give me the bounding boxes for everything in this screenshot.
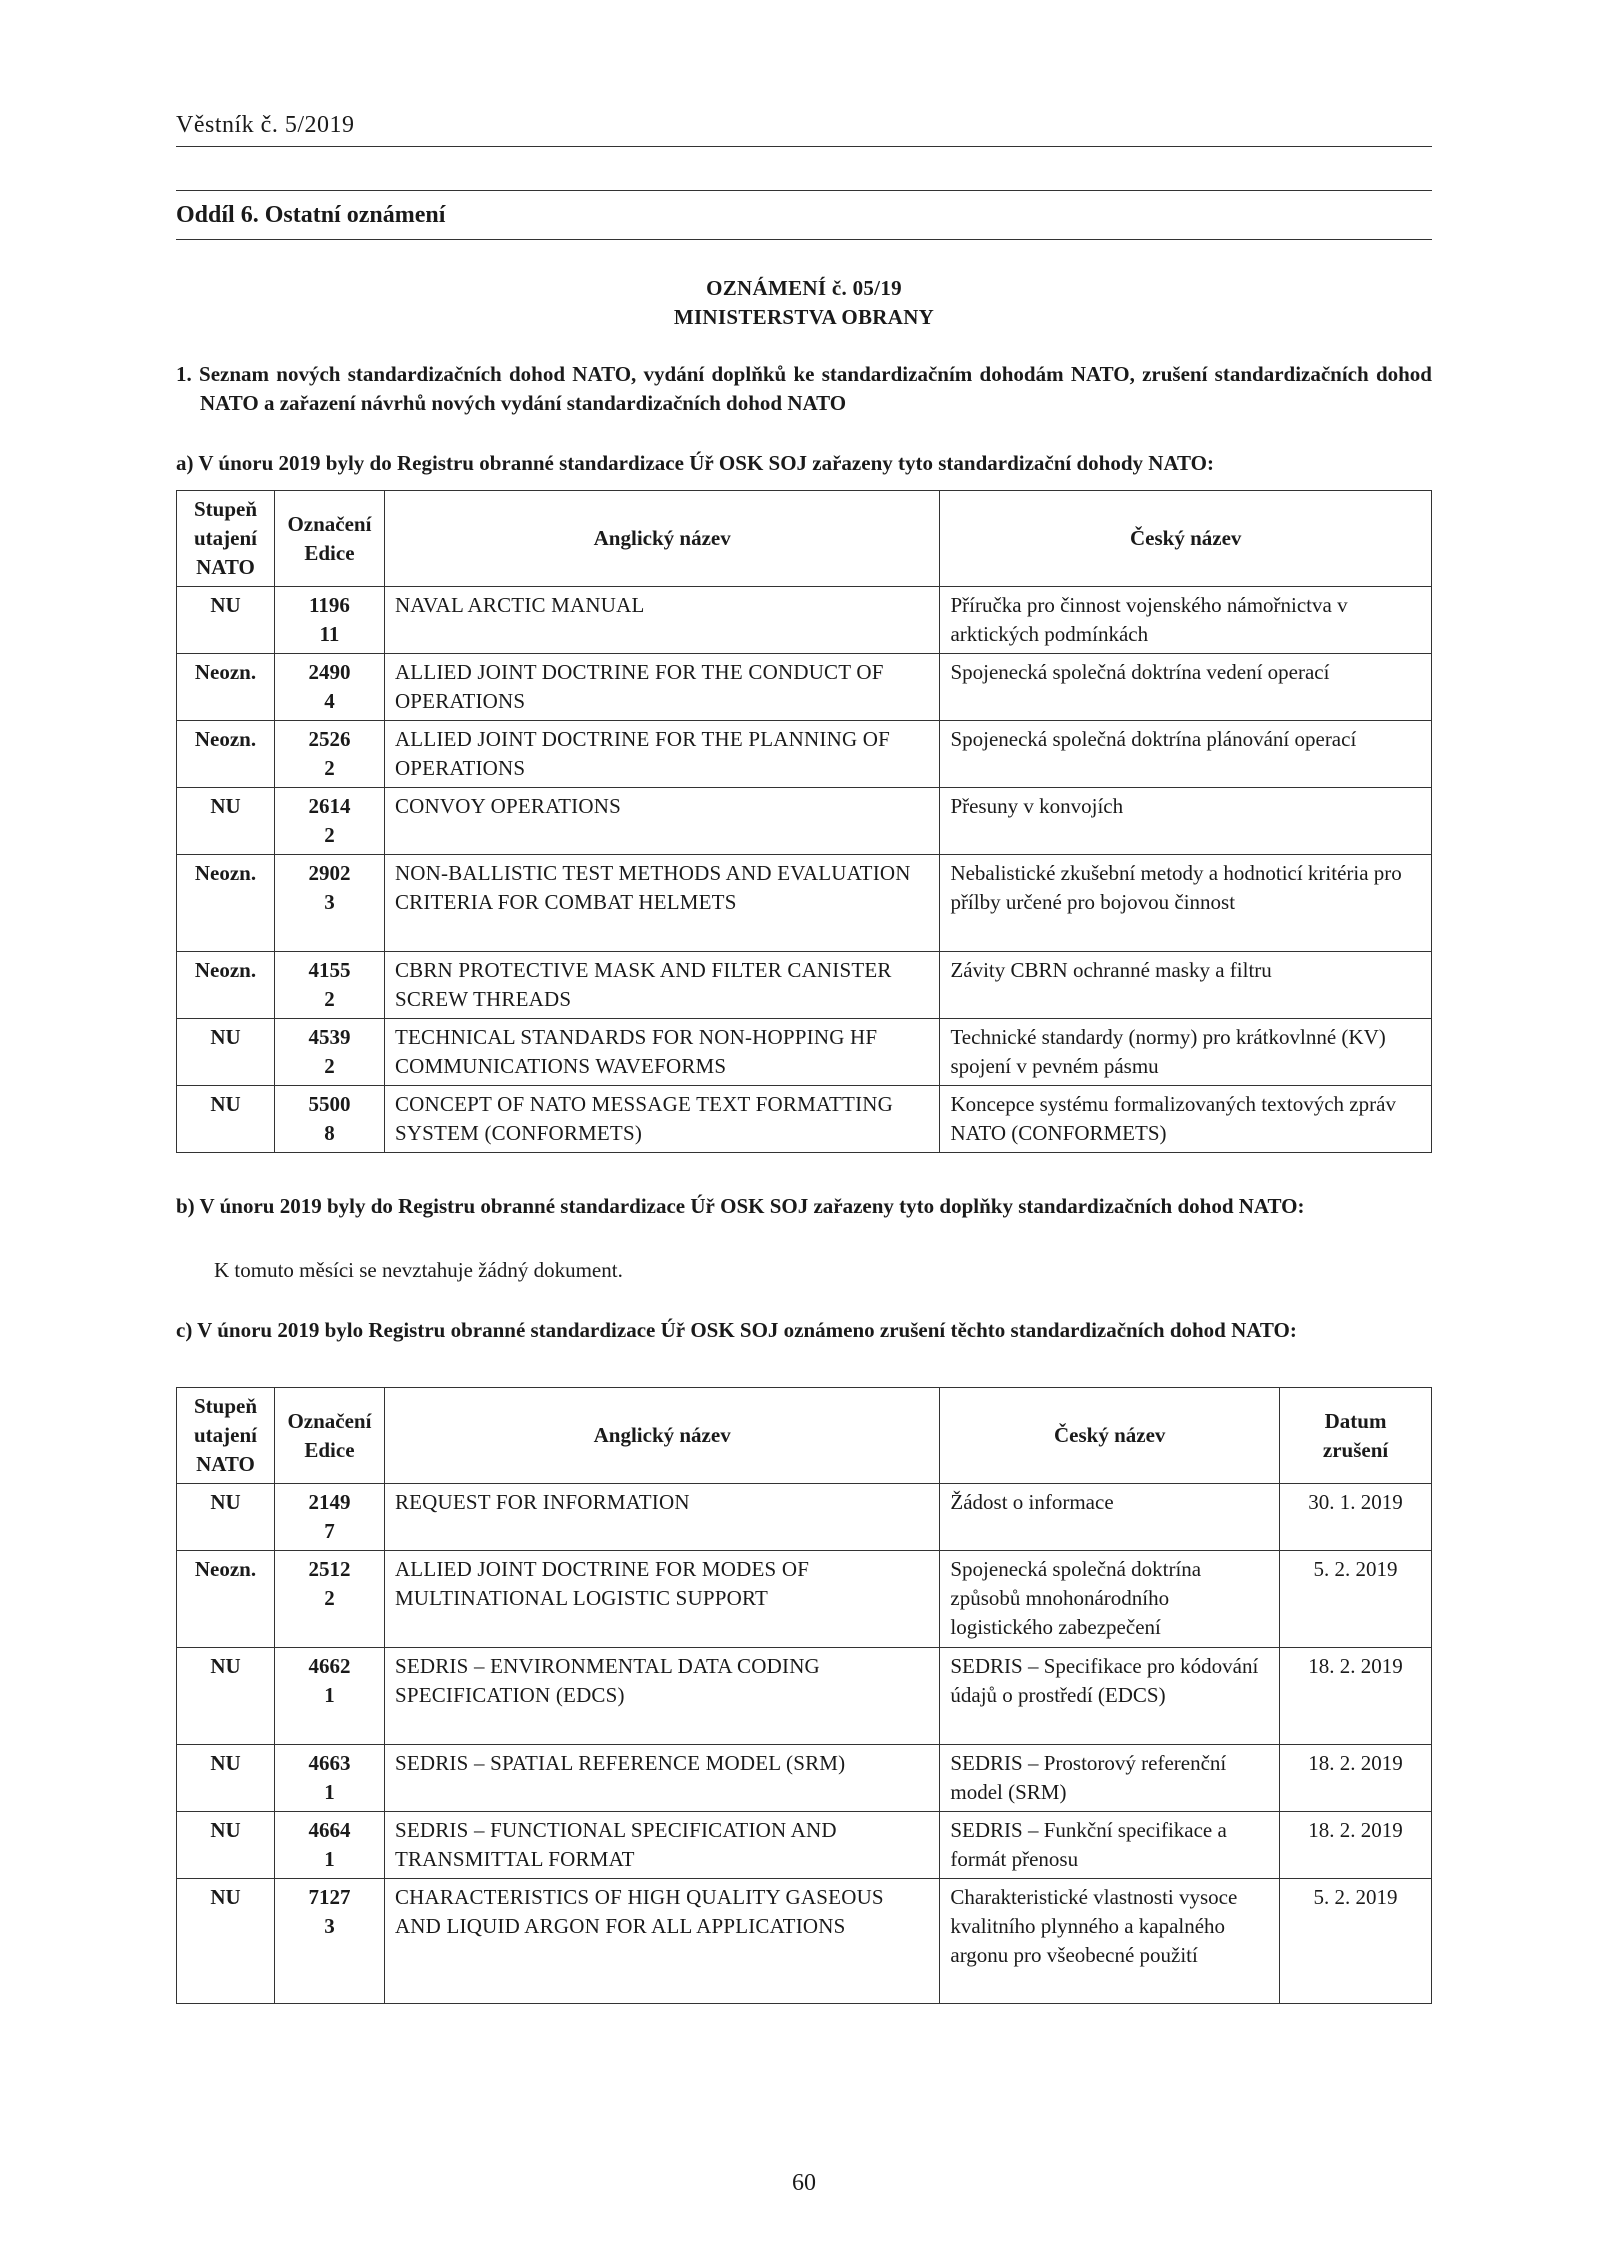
page-number: 60 <box>792 2170 816 2196</box>
cell-stupen: NU <box>177 1745 275 1812</box>
cell-datum: 18. 2. 2019 <box>1280 1648 1432 1745</box>
col-header-stupen: Stupeň utajení NATO <box>177 491 275 587</box>
cell-cesky: Charakteristické vlastnosti vysoce kvalitního plynného a kapalného argonu pro všeobecné použití <box>940 1879 1280 2004</box>
section-b-heading: b) V únoru 2019 byly do Registru obranné standardizace Úř OSK SOJ zařazeny tyto doplňky standardizačních dohod NATO: <box>176 1194 1305 1218</box>
cell-oznaceni: 2902 3 <box>274 855 384 952</box>
cell-cesky: Technické standardy (normy) pro krátkovlnné (KV) spojení v pevném pásmu <box>940 1019 1432 1086</box>
table-row <box>177 1648 1432 1745</box>
cell-anglicky: CONCEPT OF NATO MESSAGE TEXT FORMATTING SYSTEM (CONFORMETS) <box>384 1086 940 1153</box>
section-c-table <box>176 1387 1432 2004</box>
col-header-anglicky: Anglický název <box>384 491 940 587</box>
table-row <box>177 1812 1432 1879</box>
table-row <box>177 788 1432 855</box>
col-header-oznaceni: Označení Edice <box>274 1388 384 1484</box>
cell-anglicky: REQUEST FOR INFORMATION <box>384 1484 939 1551</box>
col-header-cesky: Český název <box>940 491 1432 587</box>
cell-oznaceni: 5500 8 <box>274 1086 384 1153</box>
cell-oznaceni: 4664 1 <box>274 1812 384 1879</box>
cell-stupen: NU <box>177 1086 275 1153</box>
cell-stupen: NU <box>177 1019 275 1086</box>
table-header-row <box>177 1388 1432 1484</box>
cell-stupen: Neozn. <box>177 855 275 952</box>
cell-oznaceni: 2490 4 <box>274 654 384 721</box>
cell-stupen: NU <box>177 1879 275 2004</box>
table-row <box>177 952 1432 1019</box>
cell-anglicky: ALLIED JOINT DOCTRINE FOR THE CONDUCT OF OPERATIONS <box>384 654 940 721</box>
cell-cesky: Spojenecká společná doktrína způsobů mnohonárodního logistického zabezpečení <box>940 1551 1280 1648</box>
cell-stupen: Neozn. <box>177 654 275 721</box>
table-row <box>177 587 1432 654</box>
cell-cesky: Příručka pro činnost vojenského námořnictva v arktických podmínkách <box>940 587 1432 654</box>
table-row <box>177 721 1432 788</box>
cell-oznaceni: 2512 2 <box>274 1551 384 1648</box>
table-row <box>177 1019 1432 1086</box>
cell-cesky: Závity CBRN ochranné masky a filtru <box>940 952 1432 1019</box>
col-header-oznaceni: Označení Edice <box>274 491 384 587</box>
col-header-datum: Datum zrušení <box>1280 1388 1432 1484</box>
cell-cesky: SEDRIS – Prostorový referenční model (SRM) <box>940 1745 1280 1812</box>
section-c-heading: c) V únoru 2019 bylo Registru obranné standardizace Úř OSK SOJ oznámeno zrušení těchto standardizačních dohod NATO: <box>176 1318 1297 1342</box>
cell-oznaceni: 2614 2 <box>274 788 384 855</box>
cell-oznaceni: 2526 2 <box>274 721 384 788</box>
cell-datum: 18. 2. 2019 <box>1280 1812 1432 1879</box>
section-rule-bottom <box>176 239 1432 240</box>
cell-datum: 5. 2. 2019 <box>1280 1879 1432 2004</box>
cell-cesky: Žádost o informace <box>940 1484 1280 1551</box>
cell-datum: 30. 1. 2019 <box>1280 1484 1432 1551</box>
cell-anglicky: CHARACTERISTICS OF HIGH QUALITY GASEOUS AND LIQUID ARGON FOR ALL APPLICATIONS <box>384 1879 939 2004</box>
header-rule <box>176 146 1432 147</box>
cell-anglicky: SEDRIS – ENVIRONMENTAL DATA CODING SPECIFICATION (EDCS) <box>384 1648 939 1745</box>
cell-anglicky: ALLIED JOINT DOCTRINE FOR THE PLANNING OF OPERATIONS <box>384 721 940 788</box>
cell-stupen: NU <box>177 1812 275 1879</box>
cell-stupen: NU <box>177 788 275 855</box>
section-rule-top <box>176 190 1432 191</box>
cell-oznaceni: 4662 1 <box>274 1648 384 1745</box>
section-title: Oddíl 6. Ostatní oznámení <box>176 202 446 228</box>
cell-datum: 18. 2. 2019 <box>1280 1745 1432 1812</box>
cell-cesky: Spojenecká společná doktrína vedení operací <box>940 654 1432 721</box>
cell-oznaceni: 7127 3 <box>274 1879 384 2004</box>
cell-cesky: Koncepce systému formalizovaných textových zpráv NATO (CONFORMETS) <box>940 1086 1432 1153</box>
section-a-table <box>176 490 1432 1153</box>
table-row <box>177 654 1432 721</box>
announcement-title: OZNÁMENÍ č. 05/19 <box>706 276 902 300</box>
cell-stupen: NU <box>177 587 275 654</box>
table-row <box>177 1086 1432 1153</box>
cell-anglicky: SEDRIS – SPATIAL REFERENCE MODEL (SRM) <box>384 1745 939 1812</box>
cell-cesky: Nebalistické zkušební metody a hodnoticí kritéria pro přílby určené pro bojovou činnost <box>940 855 1432 952</box>
announcement-subtitle: MINISTERSTVA OBRANY <box>673 305 935 329</box>
col-header-anglicky: Anglický název <box>384 1388 939 1484</box>
cell-oznaceni: 4539 2 <box>274 1019 384 1086</box>
cell-datum: 5. 2. 2019 <box>1280 1551 1432 1648</box>
cell-anglicky: ALLIED JOINT DOCTRINE FOR MODES OF MULTINATIONAL LOGISTIC SUPPORT <box>384 1551 939 1648</box>
cell-anglicky: TECHNICAL STANDARDS FOR NON-HOPPING HF COMMUNICATIONS WAVEFORMS <box>384 1019 940 1086</box>
section-a-heading: a) V únoru 2019 byly do Registru obranné standardizace Úř OSK SOJ zařazeny tyto standardizační dohody NATO: <box>176 451 1215 475</box>
cell-cesky: SEDRIS – Specifikace pro kódování údajů o prostředí (EDCS) <box>940 1648 1280 1745</box>
table-row <box>177 1745 1432 1812</box>
cell-stupen: Neozn. <box>177 952 275 1019</box>
cell-stupen: NU <box>177 1648 275 1745</box>
table-row <box>177 1484 1432 1551</box>
cell-anglicky: SEDRIS – FUNCTIONAL SPECIFICATION AND TRANSMITTAL FORMAT <box>384 1812 939 1879</box>
cell-oznaceni: 1196 11 <box>274 587 384 654</box>
col-header-stupen: Stupeň utajení NATO <box>177 1388 275 1484</box>
cell-anglicky: CONVOY OPERATIONS <box>384 788 940 855</box>
cell-cesky: Přesuny v konvojích <box>940 788 1432 855</box>
cell-cesky: SEDRIS – Funkční specifikace a formát přenosu <box>940 1812 1280 1879</box>
table-row <box>177 855 1432 952</box>
table-row <box>177 1551 1432 1648</box>
cell-oznaceni: 4663 1 <box>274 1745 384 1812</box>
cell-stupen: Neozn. <box>177 721 275 788</box>
cell-stupen: Neozn. <box>177 1551 275 1648</box>
section-b-note: K tomuto měsíci se nevztahuje žádný dokument. <box>214 1258 623 1282</box>
col-header-cesky: Český název <box>940 1388 1280 1484</box>
cell-anglicky: CBRN PROTECTIVE MASK AND FILTER CANISTER SCREW THREADS <box>384 952 940 1019</box>
cell-anglicky: NAVAL ARCTIC MANUAL <box>384 587 940 654</box>
table-header-row <box>177 491 1432 587</box>
cell-cesky: Spojenecká společná doktrína plánování operací <box>940 721 1432 788</box>
table-row <box>177 1879 1432 2004</box>
cell-oznaceni: 4155 2 <box>274 952 384 1019</box>
intro-point-1: 1. Seznam nových standardizačních dohod NATO, vydání doplňků ke standardizačním dohodám NATO, zrušení standardizačních dohod NATO a zařazení návrhů nových vydání standardizačních dohod NATO <box>176 362 1432 415</box>
cell-stupen: NU <box>177 1484 275 1551</box>
cell-anglicky: NON-BALLISTIC TEST METHODS AND EVALUATION CRITERIA FOR COMBAT HELMETS <box>384 855 940 952</box>
cell-oznaceni: 2149 7 <box>274 1484 384 1551</box>
running-head: Věstník č. 5/2019 <box>176 112 355 138</box>
